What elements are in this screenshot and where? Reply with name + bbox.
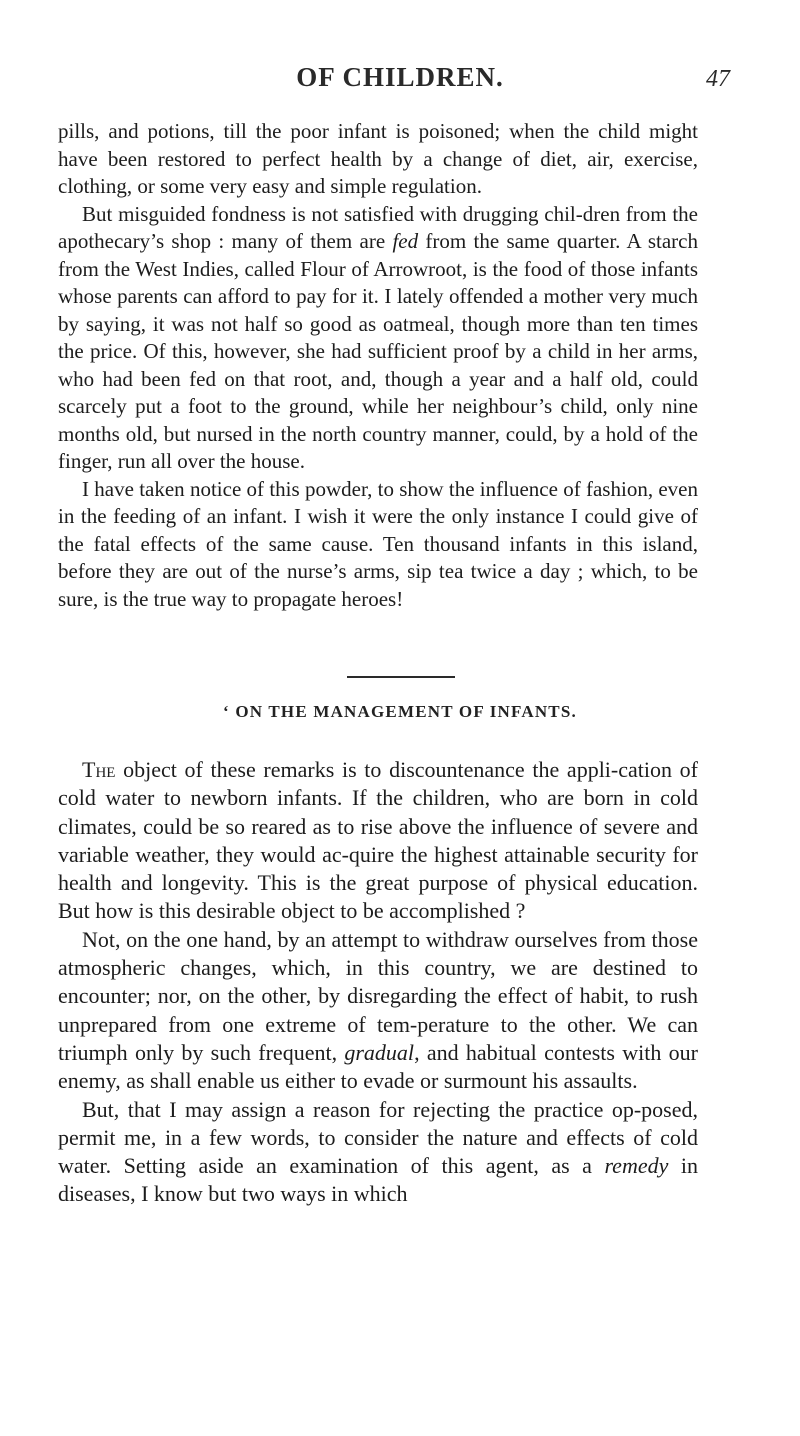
paragraph-object-opening: The	[82, 757, 116, 782]
paragraph-object	[58, 756, 698, 926]
paragraph-pills: pills, and potions, till the poor infant is poisoned; when the child might have been restored to perfect health by a change of diet, air, exercise, clothing, or some very easy and simple regulation.	[58, 119, 698, 198]
section-divider	[347, 676, 455, 678]
emphasis-gradual: gradual	[344, 1039, 415, 1065]
emphasis-remedy: remedy	[604, 1153, 669, 1179]
running-title: OF CHILDREN.	[296, 62, 504, 92]
paragraph-not-part-a: Not, on the one hand, by an attempt to withdraw ourselves from those atmospheric changes, which, in this country, we are destined to encounter; nor, on the other, by disregarding the effect of habit, to rush unprepared from one extreme of tem-perature to the other. We can triumph only by such frequent,	[58, 926, 698, 1065]
section-heading: ‘ ON THE MANAGEMENT OF INFANTS.	[223, 702, 577, 721]
paragraph-reason-part-a: But, that I may assign a reason for rejecting the practice op-posed, permit me, in a few words, to consider the nature and effects of cold water. Setting aside an examination of this agent, as a	[58, 1096, 698, 1179]
section-two-text	[58, 756, 698, 1209]
paragraph-fashion: I have taken notice of this powder, to show the influence of fashion, even in the feeding of an infant. I wish it were the only instance I could give of the fatal effects of the same cause. Ten thousand infants in this island, before they are out of the nurse’s arms, sip tea twice a day ; which, to be sure, is the true way to propagate heroes!	[58, 476, 698, 611]
paragraph-object-rest: object of these remarks is to discountenance the appli-cation of cold water to newborn infants. If the children, who are born in cold climates, could be so reared as to rise above the influence of severe and variable weather, they would ac-quire the highest attainable security for health and longevity. This is the great purpose of physical education. But how is this desirable object to be accomplished ?	[58, 757, 698, 924]
paragraph-reason-part-b: in diseases, I know but two ways in which	[58, 1153, 698, 1207]
paragraph-arrowroot-part-b: from the same quarter. A starch from the West Indies, called Flour of Arrowroot, is the food of those infants whose parents can afford to pay for it. I lately offended a mother very much by saying, it was not half so good as oatmeal, though more than ten times the price. Of this, however, she had sufficient proof by a child in her arms, who had been fed on that root, and, though a year and a half old, could scarcely put a foot to the ground, while her neighbour’s child, only nine months old, but nursed in the north country manner, could, by a hold of the finger, run all over the house.	[58, 229, 698, 473]
emphasis-fed: fed	[392, 229, 419, 253]
page-number: 47	[706, 66, 730, 92]
section-one-text	[58, 118, 698, 613]
paragraph-not	[58, 926, 698, 1096]
running-head	[0, 62, 800, 102]
paragraph-arrowroot	[58, 201, 698, 476]
paragraph-arrowroot-part-a: But misguided fondness is not satisfied with drugging chil-dren from the apothecary’s shop : many of them are	[58, 201, 698, 253]
paragraph-not-part-b: , and habitual contests with our enemy, as shall enable us either to evade or surmount his assaults.	[58, 1039, 698, 1094]
paragraph-reason	[58, 1096, 698, 1209]
